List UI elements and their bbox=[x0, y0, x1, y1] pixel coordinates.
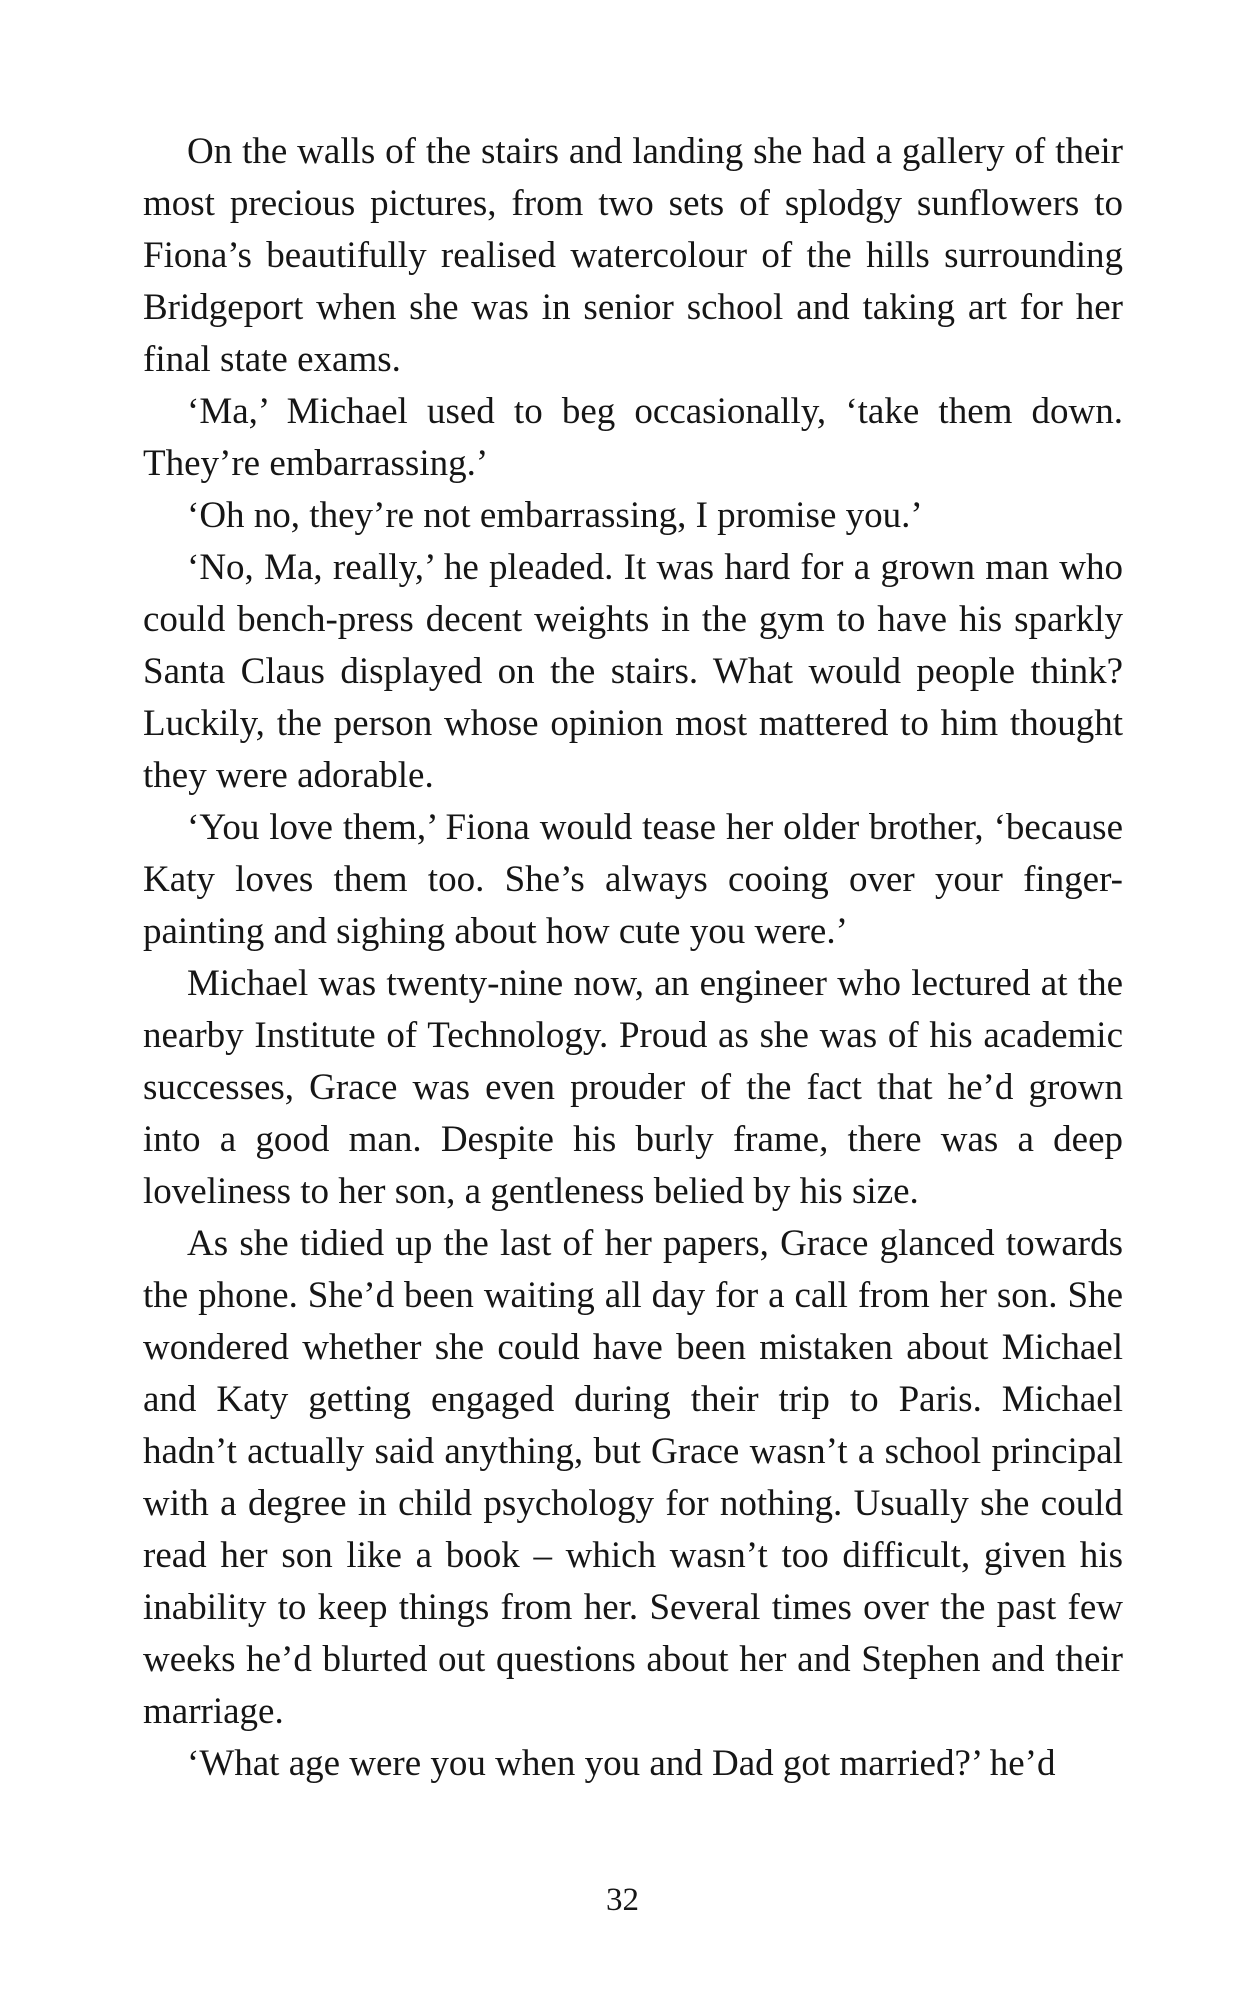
paragraph-4: ‘No, Ma, really,’ he pleaded. It was hard for a grown man who could bench-press decent weights in the gym to have his sparkly Santa Claus displayed on the stairs. What would people think? Luckily, the person whose opinion most mattered to him thought they were adorable. bbox=[143, 547, 1123, 796]
body-text bbox=[143, 126, 1123, 1790]
paragraph-2: ‘Ma,’ Michael used to beg occasionally, ‘take them down. They’re embarrassing.’ bbox=[143, 391, 1123, 484]
paragraph-3: ‘Oh no, they’re not embarrassing, I promise you.’ bbox=[187, 495, 923, 536]
paragraph-1: On the walls of the stairs and landing she had a gallery of their most precious pictures, from two sets of splodgy sunflowers to Fiona’s beautifully realised watercolour of the hills surrounding Bridgeport when she was in senior school and taking art for her final state exams. bbox=[143, 131, 1123, 380]
page-number: 32 bbox=[606, 1882, 639, 1918]
paragraph-6: Michael was twenty-nine now, an engineer who lectured at the nearby Institute of Technology. Proud as she was of his academic successes, Grace was even prouder of the fact that he’d grown into a good man. Despite his burly frame, there was a deep loveliness to her son, a gentleness belied by his size. bbox=[143, 963, 1123, 1212]
paragraph-7: As she tidied up the last of her papers, Grace glanced towards the phone. She’d been waiting all day for a call from her son. She wondered whether she could have been mistaken about Michael and Katy getting engaged during their trip to Paris. Michael hadn’t actually said anything, but Grace wasn’t a school principal with a degree in child psychology for nothing. Usually she could read her son like a book – which wasn’t too difficult, given his inability to keep things from her. Several times over the past few weeks he’d blurted out questions about her and Stephen and their marriage. bbox=[143, 1223, 1123, 1732]
paragraph-5: ‘You love them,’ Fiona would tease her older brother, ‘because Katy loves them too. She’s always cooing over your finger-painting and sighing about how cute you were.’ bbox=[143, 807, 1123, 952]
paragraph-8: ‘What age were you when you and Dad got married?’ he’d bbox=[187, 1743, 1056, 1784]
